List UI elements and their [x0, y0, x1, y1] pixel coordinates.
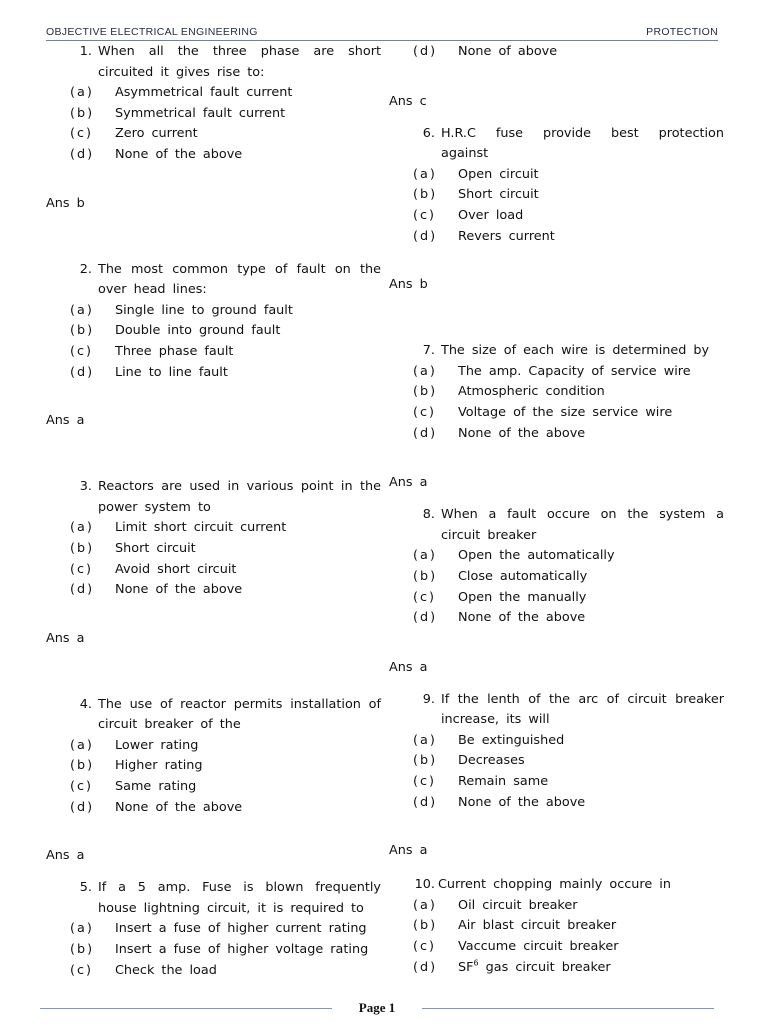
option-a: (a) Single line to ground fault: [70, 302, 293, 318]
option-a: (a) Be extinguished: [413, 732, 565, 748]
question-text: Current chopping mainly occure in: [438, 877, 671, 893]
question-2: 2. The most common type of fault on the over head lines: (a) Single line to ground fault (b) Double into ground fault (c) Three phase fault (d) Line to line fault: [46, 260, 381, 384]
answer-6: Ans b: [389, 277, 428, 293]
question-3: 3. Reactors are used in various point in the power system to (a) Limit short circuit current (b) Short circuit (c) Avoid short circuit (d) None of the above: [46, 477, 381, 601]
question-text: If a 5 amp. Fuse is blown frequently house lightning circuit, it is required to: [98, 880, 381, 916]
option-a: (a) Lower rating: [70, 737, 199, 753]
header-subject: OBJECTIVE ELECTRICAL ENGINEERING: [46, 26, 258, 38]
option-d: (d) None of above: [413, 44, 558, 59]
option-a: (a) Insert a fuse of higher current rating: [70, 921, 367, 937]
answer-1: Ans b: [46, 195, 85, 211]
option-c: (c) Same rating: [70, 779, 197, 795]
option-b: (b) Symmetrical fault current: [70, 105, 286, 121]
question-5-continued: [389, 42, 724, 63]
question-6: 6. H.R.C fuse provide best protection against (a) Open circuit (b) Short circuit (c) Over load (d) Revers current: [389, 124, 724, 248]
option-b: (b) Insert a fuse of higher voltage rating: [70, 942, 369, 958]
footer-rule-right: [422, 1008, 714, 1009]
option-c: (c) Zero current: [70, 126, 198, 142]
option-b: (b) Air blast circuit breaker: [413, 918, 617, 934]
answer-7: Ans a: [389, 475, 428, 491]
option-d: (d) None of the above: [70, 582, 243, 598]
header-topic: PROTECTION: [646, 26, 718, 38]
left-column: [46, 42, 381, 981]
answer-5: Ans c: [389, 93, 427, 109]
page-footer: [40, 1000, 714, 1016]
question-7: 7. The size of each wire is determined by (a) The amp. Capacity of service wire (b) Atmospheric condition (c) Voltage of the size service wire (d) None of the above: [389, 341, 724, 444]
right-column: [389, 42, 724, 978]
option-c: (c) Vaccume circuit breaker: [413, 939, 619, 955]
option-c: (c) Voltage of the size service wire: [413, 404, 673, 420]
question-text: The size of each wire is determined by: [441, 343, 710, 359]
option-b: (b) Atmospheric condition: [413, 384, 605, 400]
option-c: (c) Avoid short circuit: [70, 561, 237, 577]
question-text: H.R.C fuse provide best protection against: [441, 125, 724, 162]
answer-3: Ans a: [46, 630, 85, 646]
question-9: 9. If the lenth of the arc of circuit breaker increase, its will (a) Be extinguished (b) Decreases (c) Remain same (d) None of the above: [389, 690, 724, 814]
option-d: (d) Revers current: [413, 228, 555, 244]
option-d: (d) None of the above: [413, 794, 586, 810]
option-c: (c) Over load: [413, 207, 524, 223]
answer-4: Ans a: [46, 848, 85, 864]
option-c: (c) Open the manually: [413, 589, 587, 605]
option-d: (d) None of the above: [70, 146, 243, 162]
header-rule: [46, 40, 718, 41]
option-b: (b) Double into ground fault: [70, 323, 281, 339]
option-a: (a) Open the automatically: [413, 548, 615, 564]
question-text: When a fault occure on the system a circuit breaker: [441, 507, 724, 543]
option-d: (d) None of the above: [413, 425, 586, 441]
option-c: (c) Remain same: [413, 774, 549, 790]
question-text: If the lenth of the arc of circuit breaker increase, its will: [441, 691, 724, 728]
option-b: (b) Close automatically: [413, 568, 588, 584]
option-b: (b) Decreases: [413, 753, 525, 769]
question-text: The most common type of fault on the over head lines:: [98, 261, 381, 298]
question-text: Reactors are used in various point in the power system to: [98, 479, 381, 515]
answer-9: Ans a: [389, 843, 428, 859]
option-d: (d) None of the above: [413, 610, 586, 626]
question-text: The use of reactor permits installation of circuit breaker of the: [98, 696, 381, 733]
question-1: 1. When all the three phase are short circuited it gives rise to: (a) Asymmetrical fault current (b) Symmetrical fault current (c) Zero current (d) None of the above: [46, 42, 381, 166]
answer-2: Ans a: [46, 413, 85, 429]
question-4: 4. The use of reactor permits installation of circuit breaker of the (a) Lower rating (b) Higher rating (c) Same rating (d) None of the above: [46, 695, 381, 819]
question-5: 5. If a 5 amp. Fuse is blown frequently house lightning circuit, it is required to (a) Insert a fuse of higher current rating (b) Insert a fuse of higher voltage rating (c) Check the load: [46, 878, 381, 981]
option-b: (b) Short circuit: [70, 540, 196, 556]
question-8: 8. When a fault occure on the system a circuit breaker (a) Open the automatically (b) Close automatically (c) Open the manually (d) None of the above: [389, 505, 724, 629]
option-a: (a) The amp. Capacity of service wire: [413, 363, 691, 379]
option-c: (c) Check the load: [70, 962, 217, 978]
option-b: (b) Higher rating: [70, 758, 203, 774]
question-text: When all the three phase are short circuited it gives rise to:: [98, 44, 381, 80]
option-c: (c) Three phase fault: [70, 343, 234, 359]
option-a: (a) Asymmetrical fault current: [70, 85, 293, 101]
page-number: Page 1: [358, 1000, 396, 1015]
option-a: (a) Oil circuit breaker: [413, 897, 578, 913]
option-d: (d) None of the above: [70, 799, 243, 815]
option-a: (a) Limit short circuit current: [70, 520, 287, 536]
option-d: (d) $SF^6$ gas circuit breaker: [413, 958, 611, 975]
option-a: (a) Open circuit: [413, 166, 539, 182]
option-b: (b) Short circuit: [413, 187, 539, 203]
answer-8: Ans a: [389, 659, 428, 675]
superscript: 6: [473, 958, 479, 968]
option-d: (d) Line to line fault: [70, 364, 228, 380]
question-10: 10. Current chopping mainly occure in (a) Oil circuit breaker (b) Air blast circuit breaker (c) Vaccume circuit breaker (d) $SF^6$ gas circuit breaker: [389, 875, 724, 978]
